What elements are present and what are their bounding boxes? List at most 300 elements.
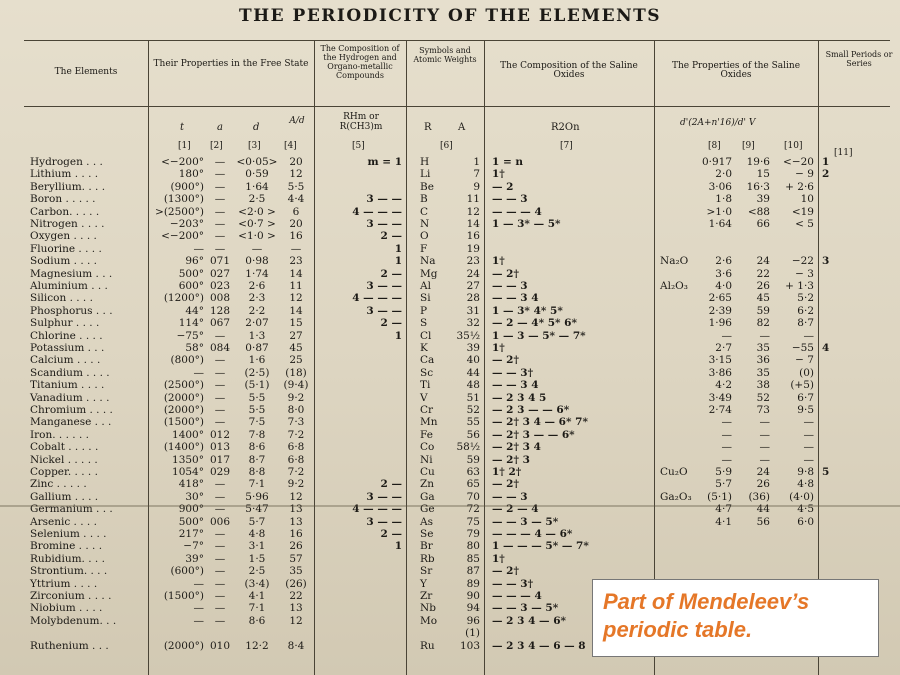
table-row [0,193,900,205]
density: 5·5 [248,404,266,416]
oxide-property: (0) [799,366,814,379]
oxide-property: 10 [800,193,814,206]
element-name: Beryllium. . . . [30,180,106,193]
atomic-volume: 6·8 [287,441,305,454]
element-symbol: Mo [420,614,438,627]
atomic-weight: 55 [466,416,480,429]
saline-oxide-composition: 1 — — — 5* — 7* [492,540,589,553]
atomic-weight: 39 [466,342,480,354]
expansion-coefficient: — [214,156,226,168]
element-name: Germanium . . . [30,503,113,516]
melting-point: −75° [176,329,204,342]
expansion-coefficient: — [214,614,226,627]
expansion-coefficient: 006 [209,515,231,528]
element-symbol: Rb [420,552,435,565]
melting-point: 500° [178,515,204,528]
subhead-r: R [424,122,432,133]
saline-oxide-composition: — — 3 [492,280,528,292]
element-name: Niobium . . . . [30,602,103,615]
element-symbol: O [420,230,429,243]
expansion-coefficient: — [214,528,226,540]
melting-point: (2000°) [163,391,204,404]
element-name: Chromium . . . . [30,404,113,416]
hydrogen-compound: 1 [394,540,402,553]
element-name: Vanadium . . . . [30,391,110,404]
expansion-coefficient: — [214,180,226,193]
oxide-property: — [803,416,814,429]
hydrogen-compound: 3 — — [366,218,402,230]
oxide-property: 9·5 [797,404,814,416]
saline-oxide-composition: — 2† 3 4 — 6* 7* [492,416,588,429]
atomic-weight: 48 [466,379,480,392]
oxide-property: 6·2 [797,304,814,317]
oxide-property: − 7 [795,354,814,367]
oxide-density: 4·2 [715,379,732,392]
oxide-property: + 1·3 [785,280,814,292]
oxide-volume: 24 [756,255,770,268]
element-symbol: Ti [420,379,431,392]
expansion-coefficient: — [214,590,226,602]
oxide-volume: 66 [756,218,770,230]
oxide-density: 2·65 [708,292,732,305]
table-row [0,354,900,366]
element-symbol: Ge [420,503,435,516]
element-name: Selenium . . . . [30,528,107,540]
hydrogen-compound: 3 — — [366,515,402,528]
melting-point: — [193,577,204,590]
atomic-weight: 79 [466,528,480,540]
table-row [0,379,900,391]
atomic-weight: 40 [466,354,480,367]
melting-point: <−200° [161,230,204,243]
density: 1·64 [245,180,269,193]
table-row [0,317,900,329]
density: 2·5 [248,193,266,206]
density: — [251,242,263,255]
saline-oxide-composition: 1† [492,342,505,354]
density: 2·5 [248,565,266,578]
oxide-property: — [803,453,814,466]
atomic-weight: 58½ [456,441,480,454]
hydrogen-compound: 3 — — [366,490,402,503]
melting-point: (600°) [170,565,204,578]
expansion-coefficient: — [214,478,226,491]
melting-point: — [193,614,204,627]
oxide-density: 3·06 [708,180,732,193]
atomic-volume: 15 [289,317,303,330]
element-symbol: Cu [420,466,435,478]
element-symbol: Na [420,255,436,268]
element-name: Scandium . . . . [30,366,110,379]
element-name: Zirconium . . . . [30,590,112,602]
oxide-density: 4·7 [715,503,732,516]
expansion-coefficient: 071 [209,255,231,268]
melting-point: (1400°) [163,441,204,454]
table-row [0,255,900,267]
col-index: [3] [248,141,261,151]
oxide-property: −22 [791,255,814,268]
saline-oxide-composition: — — 3 — 5* [492,602,559,615]
atomic-weight: 89 [466,577,480,590]
saline-oxide-composition: 1† [492,168,505,181]
header-free-state: Their Properties in the Free State [153,59,309,69]
atomic-weight: 75 [466,515,480,528]
expansion-coefficient: — [214,230,226,243]
melting-point: — [193,366,204,379]
atomic-volume: 20 [289,156,303,168]
atomic-volume: (26) [285,577,307,590]
atomic-weight: 31 [466,304,480,317]
expansion-coefficient: — [214,503,226,516]
atomic-weight: 11 [466,193,480,206]
element-name: Strontium. . . . [30,565,108,578]
expansion-coefficient: 012 [209,428,231,441]
saline-oxide-composition: — — 3 [492,490,528,503]
oxide-property: 5·2 [797,292,814,305]
density: 1·5 [248,552,266,565]
hydrogen-compound: m = 1 [367,156,402,168]
hydrogen-compound: 3 — — [366,193,402,206]
melting-point: 1400° [172,428,204,441]
atomic-weight: 14 [466,218,480,230]
atomic-volume: 45 [289,342,303,354]
atomic-volume: (9·4) [283,379,309,392]
oxide-property: (+5) [790,379,814,392]
table-row [0,565,900,577]
density: 0·98 [245,255,269,268]
oxide-density: 1·64 [708,218,732,230]
melting-point: (800°) [170,354,204,367]
oxide-density: 2·39 [708,304,732,317]
header-symbols-weights: Symbols and Atomic Weights [413,46,477,64]
atomic-volume: 12 [289,614,303,627]
element-name: Nitrogen . . . . [30,218,105,230]
density: 5·96 [245,490,269,503]
table-row [0,206,900,218]
hydrogen-compound: 2 — [380,528,402,540]
element-name: Ruthenium . . . [30,639,109,652]
oxide-volume: 82 [756,317,770,330]
saline-oxide-composition: — 2† [492,354,519,367]
oxide-density: — [721,441,732,454]
saline-oxide-composition: 1 — 3 — 5* — 7* [492,329,586,342]
element-symbol: Co [420,441,435,454]
element-symbol: H [420,156,430,168]
hydrogen-compound: 1 [394,242,402,255]
element-symbol: V [420,391,428,404]
atomic-weight: 85 [466,552,480,565]
oxide-property: 4·5 [797,503,814,516]
melting-point: 1054° [172,466,204,478]
atomic-weight: 19 [466,242,480,255]
density: <1·0 > [238,230,276,243]
melting-point: — [193,242,204,255]
expansion-coefficient: — [214,565,226,578]
hydrogen-compound: 4 — — — [352,292,402,305]
expansion-coefficient: 013 [209,441,231,454]
saline-oxide-composition: — 2 [492,180,514,193]
subhead-a-weight: A [458,122,466,133]
element-symbol: Cl [420,329,432,342]
oxide-property: — [803,441,814,454]
atomic-volume: 12 [289,168,303,181]
element-symbol: Zr [420,590,433,602]
oxide-volume: — [759,453,770,466]
density: 8·6 [248,614,266,627]
oxide-density: 5·7 [715,478,732,491]
atomic-weight: 96 [466,614,480,627]
atomic-weight: 9 [473,180,480,193]
element-symbol: Ca [420,354,435,367]
table-row [0,441,900,453]
expansion-coefficient: — [214,379,226,392]
density: <2·0 > [238,205,276,218]
melting-point: 30° [185,490,204,503]
hydrogen-compound: 4 — — — [352,205,402,218]
col-index: [2] [210,141,223,151]
density: (3·4) [244,577,270,590]
atomic-volume: 57 [289,552,303,565]
atomic-volume: 8·0 [287,404,305,416]
element-name: Carbon. . . . . [30,205,100,218]
oxide-volume: 24 [756,466,770,478]
melting-point: >(2500°) [155,205,204,218]
saline-oxide-composition: — — 3 4 [492,292,539,305]
saline-oxide-composition: — 2 — 4 [492,503,539,516]
expansion-coefficient: 010 [209,639,231,652]
element-name: Arsenic . . . . [30,515,97,528]
expansion-coefficient: 017 [209,453,231,466]
melting-point: 500° [178,267,204,280]
oxide-property: <19 [791,205,814,218]
atomic-volume: 14 [289,267,303,280]
element-symbol: C [420,205,429,218]
density: 0·87 [245,342,269,354]
oxide-density: 2·74 [708,404,732,416]
melting-point: 44° [185,304,204,317]
subhead-props-formula: d'(2A+n'16)/d' V [680,118,756,128]
element-symbol: Al [420,280,431,292]
table-row [0,416,900,428]
density: 0·59 [245,168,269,181]
table-row [0,218,900,230]
table-row [0,156,900,168]
element-name: Lithium . . . . [30,168,99,181]
oxide-density: 3·15 [708,354,732,367]
subhead-rh: RHm or R(CH3)m [339,112,383,132]
header-saline-properties: The Properties of the Saline Oxides [671,61,801,80]
oxide-volume: 36 [756,354,770,367]
oxide-volume: 45 [756,292,770,305]
atomic-weight: 27 [466,280,480,292]
atomic-weight: 94 [466,602,480,615]
paper-fold [0,505,900,507]
melting-point: (2500°) [163,379,204,392]
density: 1·3 [248,329,266,342]
density: 4·1 [248,590,266,602]
saline-oxide-composition: 1† [492,552,505,565]
oxide-property: − 9 [795,168,814,181]
melting-point: (1500°) [163,590,204,602]
header-small-periods: Small Periods or Series [825,50,893,68]
atomic-weight: 52 [466,404,480,416]
atomic-volume: 26 [289,540,303,553]
density: 1·6 [248,354,266,367]
oxide-density: 4·1 [715,515,732,528]
element-name: Phosphorus . . . [30,304,113,317]
expansion-coefficient: 023 [209,280,231,292]
atomic-weight: 35½ [456,329,480,342]
expansion-coefficient: — [214,329,226,342]
atomic-volume: 8·4 [287,639,305,652]
oxide-property: + 2·6 [785,180,814,193]
col-index: [10] [784,141,803,151]
atomic-weight: 87 [466,565,480,578]
col-index: [7] [560,141,573,151]
atomic-volume: 12 [289,490,303,503]
element-name: Chlorine . . . . [30,329,103,342]
melting-point: — [193,602,204,615]
element-symbol: Be [420,180,434,193]
atomic-volume: 27 [289,329,303,342]
series-number: 3 [822,255,830,268]
col-index: [9] [742,141,755,151]
element-name: Hydrogen . . . [30,156,103,168]
expansion-coefficient: 067 [209,317,231,330]
atomic-volume: 7·2 [287,466,305,478]
table-row [0,429,900,441]
expansion-coefficient: — [214,218,226,230]
oxide-volume: 26 [756,478,770,491]
oxide-property: < 5 [795,218,814,230]
atomic-weight: 28 [466,292,480,305]
expansion-coefficient: — [214,602,226,615]
element-symbol: Br [420,540,433,553]
oxide-volume: 52 [756,391,770,404]
caption-box [592,579,879,657]
oxide-density: 3·86 [708,366,732,379]
element-symbol: Si [420,292,431,305]
density: 5·47 [245,503,269,516]
density: 2·6 [248,280,266,292]
density: 7·8 [248,428,266,441]
atomic-weight: 63 [466,466,480,478]
oxide-property: −55 [791,342,814,354]
saline-oxide-composition: — — 3 — 5* [492,515,559,528]
atomic-volume: 23 [289,255,303,268]
col-index: [4] [284,141,297,151]
hydrogen-compound: 2 — [380,230,402,243]
saline-oxide-composition: — — — 4 [492,590,542,602]
element-symbol: Ga [420,490,435,503]
atomic-volume: 6·8 [287,453,305,466]
element-name: Potassium . . . [30,342,105,354]
table-row [0,553,900,565]
density: 4·8 [248,528,266,540]
element-symbol: Fe [420,428,433,441]
oxide-volume: 59 [756,304,770,317]
oxide-volume: 39 [756,193,770,206]
element-symbol: P [420,304,428,317]
oxide-volume: (36) [748,490,770,503]
saline-oxide-composition: — 2 3 4 5 [492,391,547,404]
atomic-weight: 44 [466,366,480,379]
expansion-coefficient: 128 [209,304,231,317]
table-row [0,491,900,503]
saline-oxide-composition: — 2† [492,478,519,491]
expansion-coefficient: — [214,193,226,206]
saline-oxide-composition: — 2 — 4* 5* 6* [492,317,577,330]
density: 7·5 [248,416,266,429]
element-symbol: Sc [420,366,434,379]
saline-oxide-composition: — — 3 4 [492,379,539,392]
expansion-coefficient: — [214,354,226,367]
atomic-volume: — [290,242,302,255]
atomic-volume: 20 [289,218,303,230]
oxide-volume: 35 [756,366,770,379]
oxide-volume: 26 [756,280,770,292]
element-name: Magnesium . . . [30,267,113,280]
atomic-volume: 14 [289,304,303,317]
saline-oxide-composition: — — 3† [492,366,534,379]
oxide-volume: 44 [756,503,770,516]
element-symbol: Se [420,528,434,540]
element-name: Silicon . . . . [30,292,93,305]
table-row [0,454,900,466]
table-row [0,305,900,317]
element-name: Oxygen . . . . [30,230,97,243]
subhead-t: t [180,122,185,133]
header-rule [24,106,890,107]
series-number: 5 [822,466,830,478]
atomic-weight: 103 [459,639,480,652]
atomic-volume: 35 [289,565,303,578]
table-row [0,181,900,193]
expansion-coefficient: — [214,552,226,565]
table-row [0,243,900,255]
element-name: Molybdenum. . . [30,614,117,627]
expansion-coefficient: — [214,391,226,404]
expansion-coefficient: — [214,205,226,218]
element-symbol: Ni [420,453,433,466]
density: 1·74 [245,267,269,280]
element-symbol: B [420,193,428,206]
density: 3·1 [248,540,266,553]
atomic-volume: 6 [292,205,300,218]
oxide-volume: 56 [756,515,770,528]
oxide-density: (5·1) [707,490,732,503]
melting-point: (900°) [170,180,204,193]
element-name: Sulphur . . . . [30,317,100,330]
oxide-volume: 19·6 [746,156,770,168]
atomic-volume: 16 [289,528,303,540]
melting-point: (2000°) [163,404,204,416]
atomic-weight: 16 [466,230,480,243]
oxide-density: 2·6 [715,255,732,268]
atomic-weight: (1) [465,627,480,640]
element-name: Boron . . . . . [30,193,96,206]
atomic-weight: 90 [466,590,480,602]
oxide-property: <−20 [783,156,814,168]
atomic-weight: 32 [466,317,480,330]
oxide-density: 5·9 [715,466,732,478]
hydrogen-compound: 3 — — [366,304,402,317]
expansion-coefficient: — [214,242,226,255]
subhead-d: d [253,122,260,133]
expansion-coefficient: — [214,168,226,181]
oxide-formula: Na₂O [660,255,689,268]
atomic-weight: 70 [466,490,480,503]
